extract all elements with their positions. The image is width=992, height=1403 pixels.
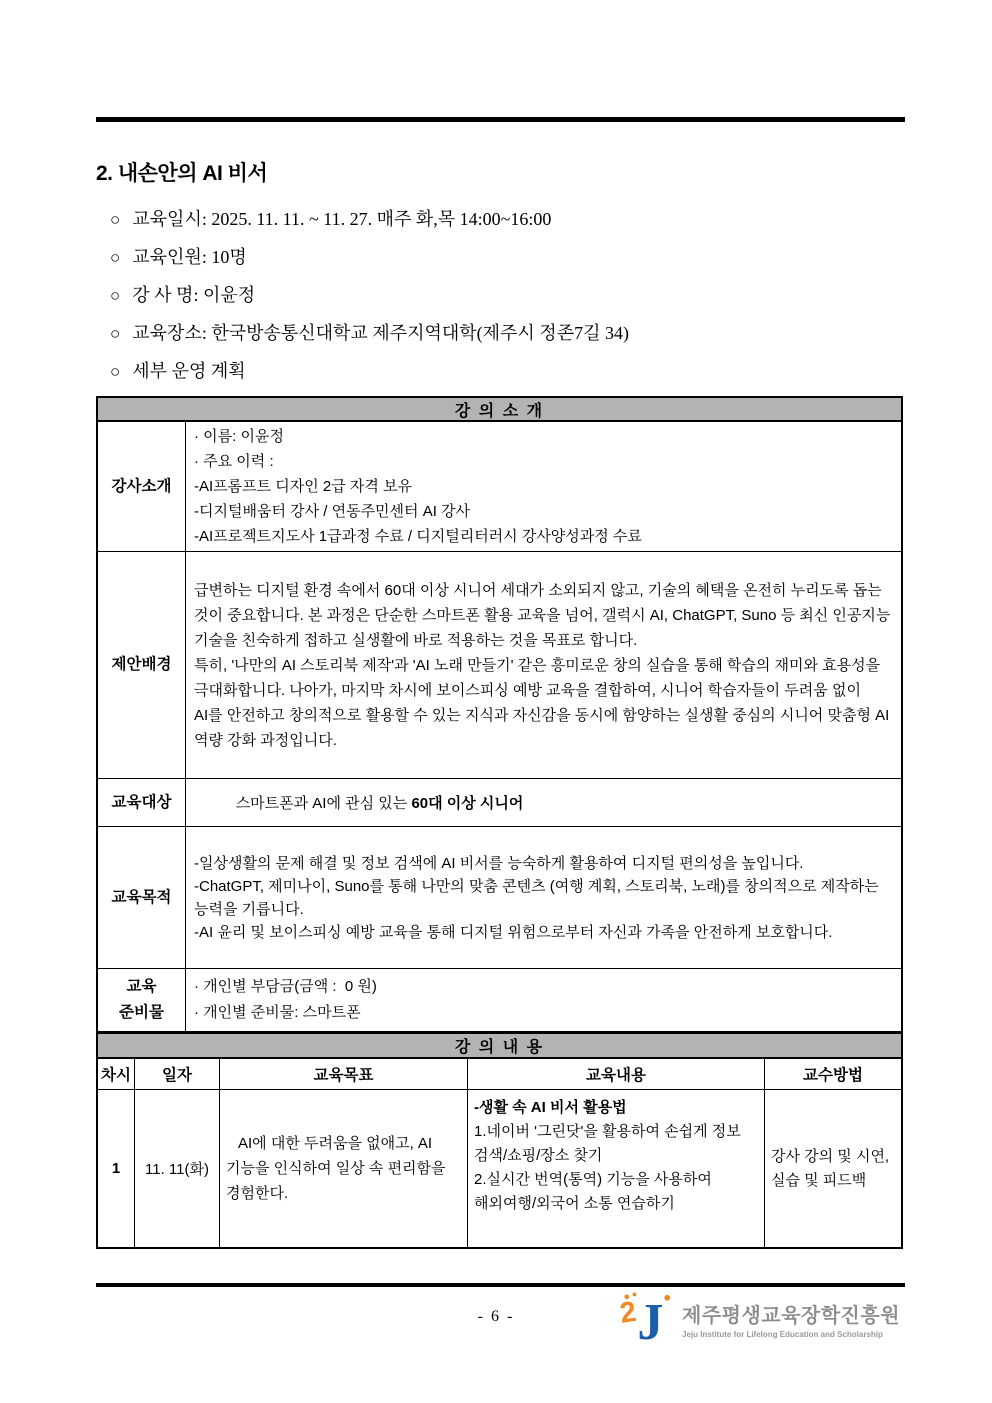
- lesson-row-1: [98, 1090, 901, 1247]
- column-header-session: 차시: [98, 1059, 135, 1089]
- row-content: -일상생활의 문제 해결 및 정보 검색에 AI 비서를 능숙하게 활용하여 디지털 편의성을 높입니다. -ChatGPT, 제미나이, Suno를 통해 나만의 맞춤 콘텐츠 (여행 계획, 스토리북, 노래)를 창의적으로 제작하는 능력을 기릅니다. -AI 윤리 및 보이스피싱 예방 교육을 통해 디지털 위험으로부터 자신과 가족을 안전하게 보호합니다.: [194, 854, 879, 941]
- list-item-text: 교육인원: 10명: [132, 247, 247, 267]
- circle-bullet-icon: ○: [110, 362, 121, 381]
- row-label: 강사소개: [98, 422, 186, 551]
- circle-bullet-icon: ○: [110, 286, 121, 305]
- footer-rule: [96, 1283, 905, 1287]
- course-detail-table: [96, 396, 903, 1249]
- lesson-method: 강사 강의 및 시연, 실습 및 피드백: [771, 1147, 890, 1189]
- row-label: 제안배경: [98, 552, 186, 778]
- list-item-schedule: [110, 205, 910, 227]
- list-item-text: 강 사 명: 이윤정: [132, 285, 256, 305]
- list-item-text: 세부 운영 계획: [132, 361, 246, 381]
- table-row-materials: [98, 969, 901, 1032]
- row-content: · 개인별 부담금(금액 : 0 원) · 개인별 준비물: 스마트폰: [194, 978, 377, 1021]
- circle-bullet-icon: ○: [110, 210, 121, 229]
- circle-bullet-icon: ○: [110, 324, 121, 343]
- svg-text:J: J: [637, 1294, 664, 1352]
- column-header-date: 일자: [135, 1059, 220, 1089]
- column-header-method: 교수방법: [803, 1067, 863, 1084]
- lecture-intro-header: 강 의 소 개: [98, 398, 901, 422]
- logo-text: [682, 1299, 900, 1339]
- list-item-text: 교육장소: 한국방송통신대학교 제주지역대학(제주시 정존7길 34): [132, 323, 629, 343]
- list-item-text: 교육일시: 2025. 11. 11. ~ 11. 27. 매주 화,목 14:00~16:00: [132, 209, 552, 229]
- row-label: 교육목적: [98, 827, 186, 968]
- page-title: 2. 내손안의 AI 비서: [96, 162, 268, 185]
- lesson-objective: [220, 1090, 468, 1247]
- row-content: [186, 779, 901, 826]
- footer-logo: [617, 1290, 901, 1352]
- circle-bullet-icon: ○: [110, 248, 121, 267]
- table-row-target: [98, 779, 901, 827]
- column-header-content: 교육내용: [468, 1059, 765, 1089]
- page-number: - 6 -: [477, 1308, 515, 1325]
- jiles-logo-icon: [617, 1290, 674, 1352]
- lecture-content-columns: [98, 1059, 901, 1090]
- list-item-detail-plan: [110, 357, 910, 379]
- logo-subtitle: Jeju Institute for Lifelong Education and Scholarship: [682, 1330, 883, 1339]
- column-header-objective: 교육목표: [220, 1059, 468, 1089]
- lecture-content-header: 강 의 내 용: [98, 1032, 901, 1059]
- table-row-background: [98, 552, 901, 779]
- lesson-date: 11. 11(화): [135, 1090, 220, 1247]
- list-item-location: [110, 319, 910, 341]
- top-rule: [96, 117, 905, 122]
- row-content: 급변하는 디지털 환경 속에서 60대 이상 시니어 세대가 소외되지 않고, 기술의 혜택을 온전히 누리도록 돕는 것이 중요합니다. 본 과정은 단순한 스마트폰 활용 교육을 넘어, 갤럭시 AI, ChatGPT, Suno 등 최신 인공지능 기술을 친숙하게 접하고 실생활에 바로 적용하는 것을 목표로 합니다. 특히, '나만의 AI 스토리북 제작'과 'AI 노래 만들기' 같은 흥미로운 창의 실습을 통해 학습의 재미와 효용성을 극대화합니다. 나아가, 마지막 차시에 보이스피싱 예방 교육을 결합하여, 시니어 학습자들이 두려움 없이 AI를 안전하고 창의적으로 활용할 수 있는 지식과 자신감을 동시에 함양하는 실생활 중심의 시니어 맞춤형 AI 역량 강화 과정입니다.: [194, 581, 891, 749]
- row-content: · 이름: 이윤정 · 주요 이력 : -AI프롬프트 디자인 2급 자격 보유 -디지털배움터 강사 / 연동주민센터 AI 강사 -AI프로젝트지도사 1급과정 수료 / 디지털리터러시 강사양성과정 수료: [194, 428, 642, 545]
- target-text: 스마트폰과 AI에 관심 있는: [235, 795, 412, 812]
- row-label: 교육 준비물: [98, 969, 186, 1031]
- list-item-instructor: [110, 281, 910, 303]
- lesson-content-title: -생활 속 AI 비서 활용법: [474, 1099, 627, 1116]
- lesson-session: 1: [98, 1090, 135, 1247]
- table-row-purpose: [98, 827, 901, 969]
- logo-title: 제주평생교육장학진흥원: [682, 1305, 901, 1327]
- list-item-capacity: [110, 243, 910, 265]
- row-label: 교육대상: [98, 779, 186, 826]
- lesson-content-body: 1.네이버 '그린닷'을 활용하여 손쉽게 정보 검색/쇼핑/장소 찾기 2.실시간 번역(통역) 기능을 사용하여 해외여행/외국어 소통 연습하기: [474, 1123, 741, 1212]
- course-overview-list: [110, 205, 910, 395]
- lesson-objective-text: AI에 대한 두려움을 없애고, AI 기능을 인식하여 일상 속 편리함을 경험한다.: [226, 1135, 450, 1202]
- lesson-content: [468, 1090, 765, 1247]
- svg-text:2: 2: [617, 1295, 639, 1330]
- target-text-bold: 60대 이상 시니어: [411, 795, 524, 812]
- table-row-instructor: [98, 422, 901, 552]
